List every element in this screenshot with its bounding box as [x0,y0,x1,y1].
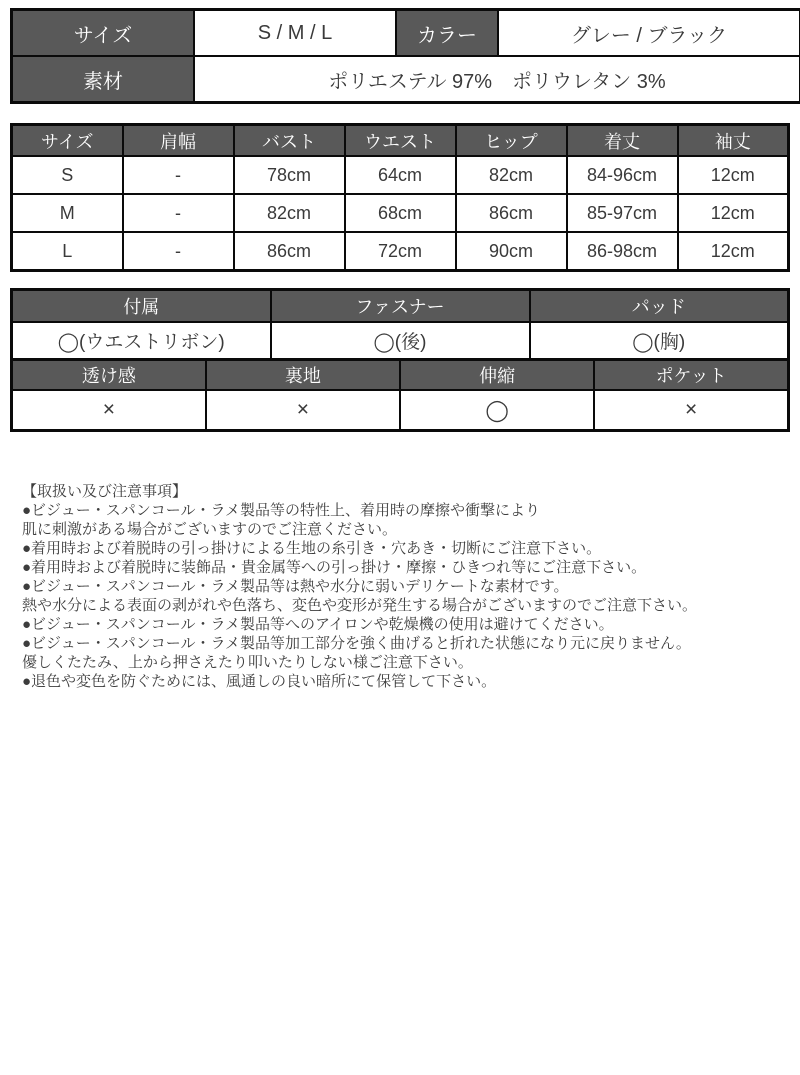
column-header: 着丈 [567,125,678,157]
care-note-line: ●着用時および着脱時に装飾品・貴金属等への引っ掛け・摩擦・ひきつれ等にご注意下さい。 [22,558,800,577]
bust-cell: 82cm [234,194,345,232]
size-value-cell: S / M / L [194,10,396,57]
size-cell: L [12,232,123,271]
column-header: ウエスト [345,125,456,157]
material-value-cell: ポリエステル 97% ポリウレタン 3% [194,56,800,103]
size-cell: S [12,156,123,194]
shoulder-cell: - [123,156,234,194]
table-row [12,232,789,271]
properties-table [10,358,790,432]
table-row [12,322,789,360]
shoulder-cell: - [123,232,234,271]
size-label-cell: サイズ [12,10,195,57]
color-label-cell: カラー [396,10,498,57]
lining-value-cell: × [206,390,400,431]
care-notes [22,482,800,691]
column-header: バスト [234,125,345,157]
table-row [12,194,789,232]
pad-value-cell: ◯(胸) [530,322,789,360]
table-row [12,390,789,431]
column-header: 袖丈 [678,125,789,157]
column-header: パッド [530,290,789,323]
hip-cell: 82cm [456,156,567,194]
measurements-header-row [12,125,789,157]
size-color-material-table [10,8,800,104]
bust-cell: 86cm [234,232,345,271]
features-table [10,288,790,361]
column-header: 透け感 [12,360,206,391]
properties-header-row [12,360,789,391]
sleeve-cell: 12cm [678,232,789,271]
color-value-cell: グレー / ブラック [498,10,800,57]
sheerness-value-cell: × [12,390,206,431]
features-header-row [12,290,789,323]
column-header: 肩幅 [123,125,234,157]
column-header: ポケット [594,360,788,391]
care-note-line: ●退色や変色を防ぐためには、風通しの良い暗所にて保管して下さい。 [22,672,800,691]
care-note-line: ●ビジュー・スパンコール・ラメ製品等の特性上、着用時の摩擦や衝撃により [22,501,800,520]
column-header: サイズ [12,125,123,157]
pocket-value-cell: × [594,390,788,431]
column-header: ヒップ [456,125,567,157]
care-note-line: 優しくたたみ、上から押さえたり叩いたりしない様ご注意下さい。 [22,653,800,672]
table-row [12,56,800,103]
accessory-value-cell: ◯(ウエストリボン) [12,322,271,360]
length-cell: 85-97cm [567,194,678,232]
zipper-value-cell: ◯(後) [271,322,530,360]
care-notes-title: 【取扱い及び注意事項】 [22,482,800,501]
care-note-line: ●ビジュー・スパンコール・ラメ製品等加工部分を強く曲げると折れた状態になり元に戻りません。 [22,634,800,653]
care-note-line: ●ビジュー・スパンコール・ラメ製品等へのアイロンや乾燥機の使用は避けてください。 [22,615,800,634]
care-note-line: ●着用時および着脱時の引っ掛けによる生地の糸引き・穴あき・切断にご注意下さい。 [22,539,800,558]
table-row [12,10,800,57]
table-row [12,156,789,194]
material-label-cell: 素材 [12,56,195,103]
care-note-line: 肌に刺激がある場合がございますのでご注意ください。 [22,520,800,539]
measurements-table [10,123,790,272]
product-spec-sheet [0,8,800,1075]
care-note-line: 熱や水分による表面の剥がれや色落ち、変色や変形が発生する場合がございますのでご注意下さい。 [22,596,800,615]
sleeve-cell: 12cm [678,194,789,232]
care-note-line: ●ビジュー・スパンコール・ラメ製品等は熱や水分に弱いデリケートな素材です。 [22,577,800,596]
waist-cell: 64cm [345,156,456,194]
column-header: 付属 [12,290,271,323]
shoulder-cell: - [123,194,234,232]
length-cell: 86-98cm [567,232,678,271]
hip-cell: 86cm [456,194,567,232]
hip-cell: 90cm [456,232,567,271]
waist-cell: 72cm [345,232,456,271]
stretch-value-cell: ◯ [400,390,594,431]
column-header: ファスナー [271,290,530,323]
size-cell: M [12,194,123,232]
column-header: 裏地 [206,360,400,391]
waist-cell: 68cm [345,194,456,232]
column-header: 伸縮 [400,360,594,391]
sleeve-cell: 12cm [678,156,789,194]
length-cell: 84-96cm [567,156,678,194]
bust-cell: 78cm [234,156,345,194]
